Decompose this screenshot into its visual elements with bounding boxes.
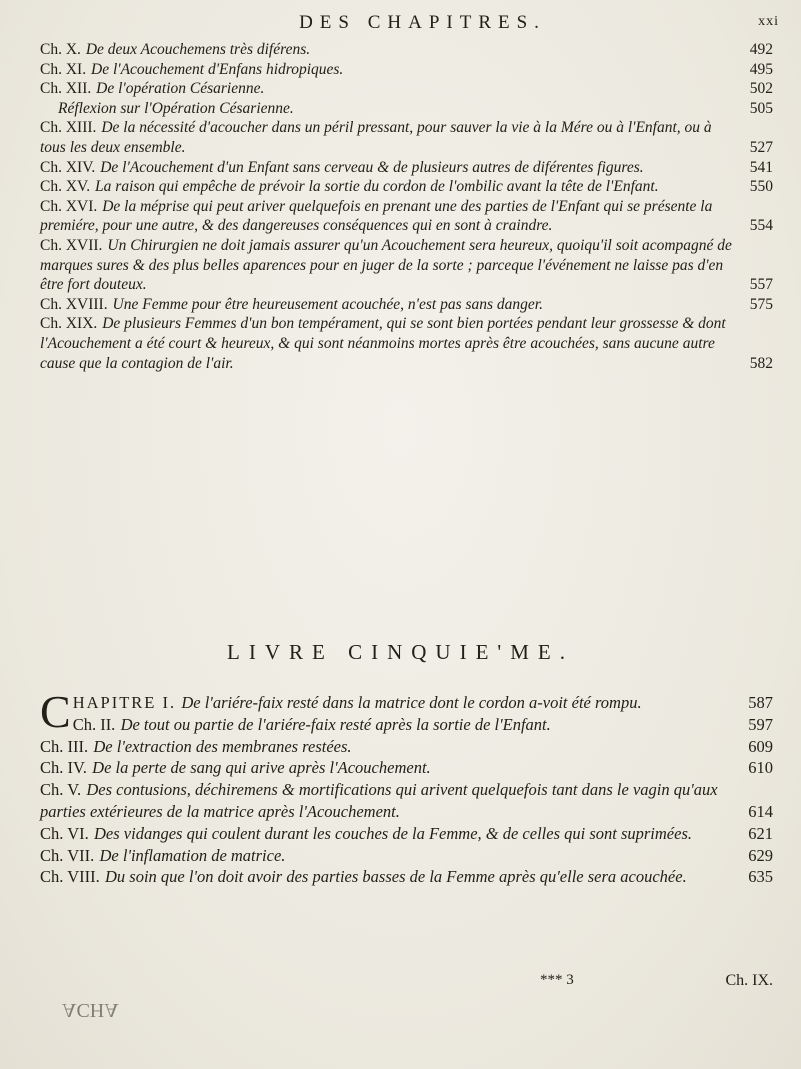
chapter-title: De l'extraction des membranes restées. [93,736,352,756]
page-reference: 575 [749,295,773,313]
page-reference: 502 [749,80,773,98]
page-reference: 550 [749,178,773,196]
page-reference: 614 [748,801,773,821]
page-reference: 582 [749,354,773,372]
toc-entry [40,40,775,60]
signature-mark: *** 3 [540,972,574,988]
toc-section-2 [40,686,775,888]
toc-entry [40,295,775,315]
chapter-title: Un Chirurgien ne doit jamais assurer qu'un Acouchement sera heureux, quoiqu'il soit acompagné de marques sures & des plus belles aparences pour en juger de la sorte ; parceque l'événement ne laisse pas d'en être fort douteux. [40,236,732,294]
toc-entry [40,736,775,758]
chapter-title: Une Femme pour être heureusement acouchée, n'est pas sans danger. [112,295,543,313]
page-reference: 505 [749,99,773,117]
toc-entry [40,866,775,888]
page-reference: 557 [749,276,773,294]
toc-entry [40,60,775,80]
chapter-number: Ch. III. [40,736,89,756]
chapter-title: La raison qui empêche de prévoir la sortie du cordon de l'ombilic avant la tête de l'Enfant. [95,178,659,196]
toc-entry [40,197,775,236]
chapter-number: Ch. II. [72,714,116,734]
chapter-title: De la méprise qui peut ariver quelquefois en prenant une des parties de l'Enfant qui se présente la premiére, pour une autre, & des dangereuses conséquences qui en sont à craindre. [40,197,713,235]
page-reference: 492 [749,41,773,58]
header-page-number: xxi [758,14,779,29]
chapter-number: Ch. XVI. [40,197,98,215]
page-reference: 587 [748,693,773,712]
chapter-title: De la nécessité d'acoucher dans un péril pressant, pour sauver la vie à la Mére ou à l'Enfant, ou à tous les deux ensemble. [40,119,712,156]
chapter-number: Ch. XV. [40,178,91,196]
chapter-number: Ch. XVIII. [40,295,108,313]
chapter-number: Ch. XIII. [40,119,97,137]
page-reference: 541 [749,158,773,176]
page-reference: 597 [748,714,773,734]
chapter-title: De l'Acouchement d'Enfans hidropiques. [91,60,344,78]
toc-entry [40,79,775,99]
toc-entry [40,779,775,823]
page-reference: 527 [749,138,773,156]
chapter-title: De la perte de sang qui arive après l'Acouchement. [92,758,431,778]
page-reference: 495 [749,60,773,78]
page-reference: 629 [748,845,773,865]
page-reference: 621 [748,823,773,843]
chapter-title: De l'ariére-faix resté dans la matrice dont le cordon a-voit été rompu. [181,693,642,712]
chapter-title: De l'opération Césarienne. [96,80,265,98]
chapter-number: Ch. X. [40,41,81,58]
chapter-number: HAPITRE I. [72,693,177,712]
running-header [60,10,785,40]
chapter-title: Des vidanges qui coulent durant les couches de la Femme, & de celles qui sont suprimées. [94,823,692,843]
toc-entry [40,118,775,157]
chapter-title: De l'inflamation de matrice. [99,845,286,865]
header-title: DES CHAPITRES. [299,12,546,33]
chapter-title: De l'Acouchement d'un Enfant sans cerveau & de plusieurs autres de diférentes figures. [100,158,644,176]
chapter-number: Ch. XI. [40,60,87,78]
chapter-number: Ch. XIX. [40,315,98,333]
toc-section-1 [40,40,775,373]
page-reference: 554 [749,217,773,235]
page-footer [40,968,775,998]
toc-entry [40,158,775,178]
toc-entry [40,757,775,779]
chapter-number: Ch. VI. [40,823,89,843]
page-reference: 609 [748,736,773,756]
chapter-title: De deux Acouchemens très diférens. [85,41,311,58]
toc-entry [40,314,775,373]
toc-entry [40,845,775,867]
page-reference: 635 [748,867,773,887]
toc-entry [40,177,775,197]
drop-cap: C [40,686,71,737]
chapter-number: Ch. VIII. [40,867,100,887]
chapter-number: Ch. V. [40,780,82,800]
chapter-title: Réflexion sur l'Opération Césarienne. [58,99,294,117]
chapter-title: Du soin que l'on doit avoir des parties basses de la Femme après qu'elle sera acouchée. [104,867,687,887]
catchword: Ch. IX. [725,972,773,989]
toc-entry [40,823,775,845]
chapter-title: Des contusions, déchiremens & mortifications qui arivent quelquefois tant dans le vagin qu'aux parties extérieures de la matrice après l'Acouchement. [40,780,718,821]
bleed-through-stamp: ACHA [62,999,119,1021]
toc-entry [40,99,775,119]
chapter-number: Ch. XVII. [40,236,103,254]
chapter-number: Ch. XIV. [40,158,96,176]
chapter-number: Ch. IV. [40,758,87,778]
chapter-number: Ch. VII. [40,845,95,865]
page-reference: 610 [748,758,773,778]
chapter-title: De tout ou partie de l'ariére-faix resté après la sortie de l'Enfant. [120,714,551,734]
book-heading: LIVRE CINQUIE'ME. [227,640,574,664]
toc-entry [40,714,775,736]
chapter-number: Ch. XII. [40,80,92,98]
toc-entry [40,236,775,295]
chapter-title: De plusieurs Femmes d'un bon tempérament, qui se sont bien portées pendant leur grossesse & dont l'Acouchement a été court & heureux, & qui sont néanmoins mortes après être acouchées, sans aucune autre cause que la contagion de l'air. [40,315,726,372]
